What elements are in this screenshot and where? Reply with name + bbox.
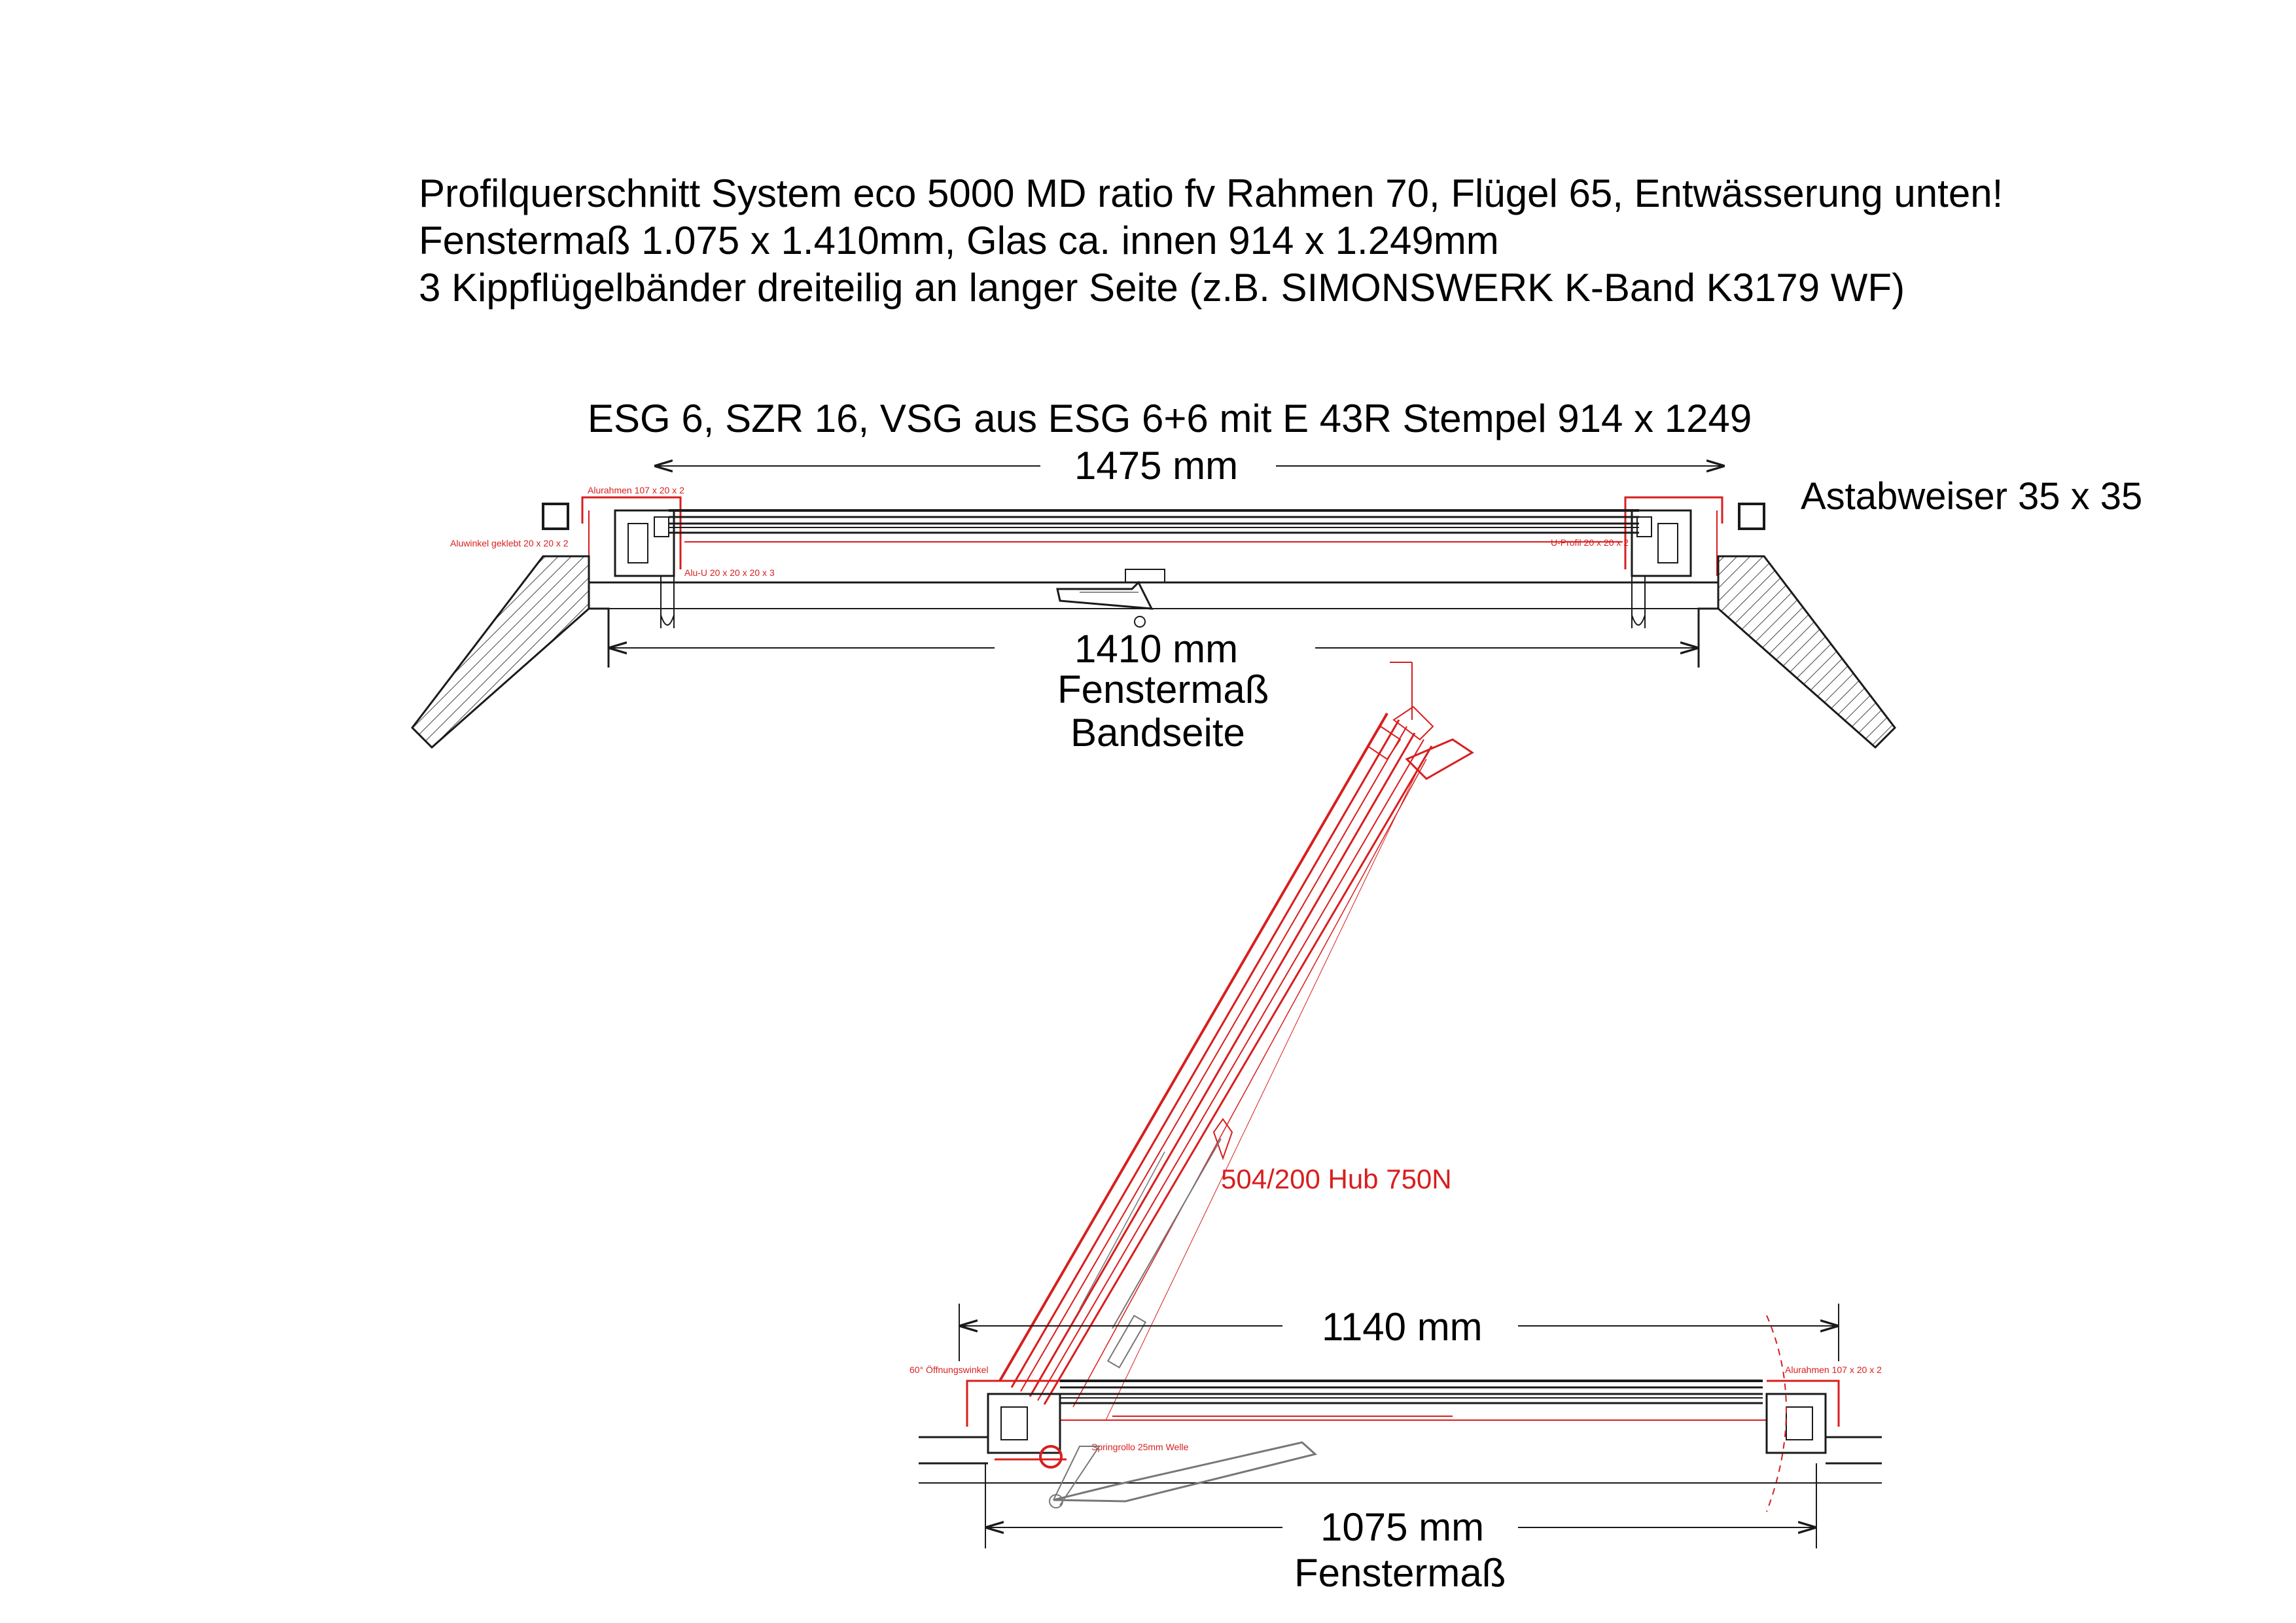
dim-1075-label: 1075 mm xyxy=(1320,1505,1485,1549)
header-line-3: 3 Kippflügelbänder dreiteilig an langer Seite (z.B. SIMONSWERK K-Band K3179 WF) xyxy=(419,266,1905,310)
frame-profile-right xyxy=(1632,510,1717,628)
dim-1140-label: 1140 mm xyxy=(1322,1305,1483,1349)
astabweiser-left xyxy=(543,504,568,529)
fenstermass-bottom-label: Fenstermaß xyxy=(1294,1551,1506,1595)
roof-slope-right xyxy=(1718,556,1895,747)
springrollo-circle xyxy=(1040,1446,1061,1467)
actuator-strut xyxy=(1112,1139,1221,1329)
frame-profile-bottom-left xyxy=(967,1381,1067,1467)
frame-profile-left xyxy=(589,510,674,628)
fenstermass-top-label: Fenstermaß xyxy=(1057,668,1269,711)
alurahmen-outline-right xyxy=(1625,497,1722,569)
label-aluwinkel: Aluwinkel geklebt 20 x 20 x 2 xyxy=(450,538,569,548)
glazing-unit-bottom xyxy=(1060,1381,1767,1420)
gas-spring-body xyxy=(1108,1315,1145,1367)
glass-spec-label: ESG 6, SZR 16, VSG aus ESG 6+6 mit E 43R Stempel 914 x 1249 xyxy=(588,397,1752,440)
label-alurahmen-bottom: Alurahmen 107 x 20 x 2 xyxy=(1785,1364,1882,1375)
astabweiser-label: Astabweiser 35 x 35 xyxy=(1801,475,2143,518)
dim-1410-label: 1410 mm xyxy=(1074,627,1239,671)
header-line-1: Profilquerschnitt System eco 5000 MD ratio fv Rahmen 70, Flügel 65, Entwässerung unten! xyxy=(419,171,2004,215)
header-line-2: Fenstermaß 1.075 x 1.410mm, Glas ca. innen 914 x 1.249mm xyxy=(419,219,1499,262)
bandseite-label: Bandseite xyxy=(1070,711,1245,755)
astabweiser-right xyxy=(1739,504,1764,529)
dim-1475-label: 1475 mm xyxy=(1074,444,1239,488)
alurahmen-outline-left xyxy=(582,497,680,569)
label-oeffnungswinkel: 60° Öffnungswinkel xyxy=(910,1364,989,1375)
actuator-label: 504/200 Hub 750N xyxy=(1221,1164,1452,1194)
roof-slope-left xyxy=(412,556,589,747)
glazing-unit-top xyxy=(669,510,1639,542)
lever-pivot xyxy=(1050,1495,1063,1508)
top-section xyxy=(412,397,2142,755)
actuator-bracket xyxy=(1214,1119,1232,1158)
label-springrollo: Springrollo 25mm Welle xyxy=(1091,1442,1189,1452)
bottom-section xyxy=(910,662,1882,1595)
label-u-profil: U-Profil 20 x 20 x 2 xyxy=(1551,537,1629,548)
window-handle-top xyxy=(1057,569,1165,627)
actuator-strut-2 xyxy=(1080,1152,1165,1309)
label-alurahmen-top: Alurahmen 107 x 20 x 2 xyxy=(588,485,684,495)
label-alu-u: Alu-U 20 x 20 x 20 x 3 xyxy=(684,567,775,578)
